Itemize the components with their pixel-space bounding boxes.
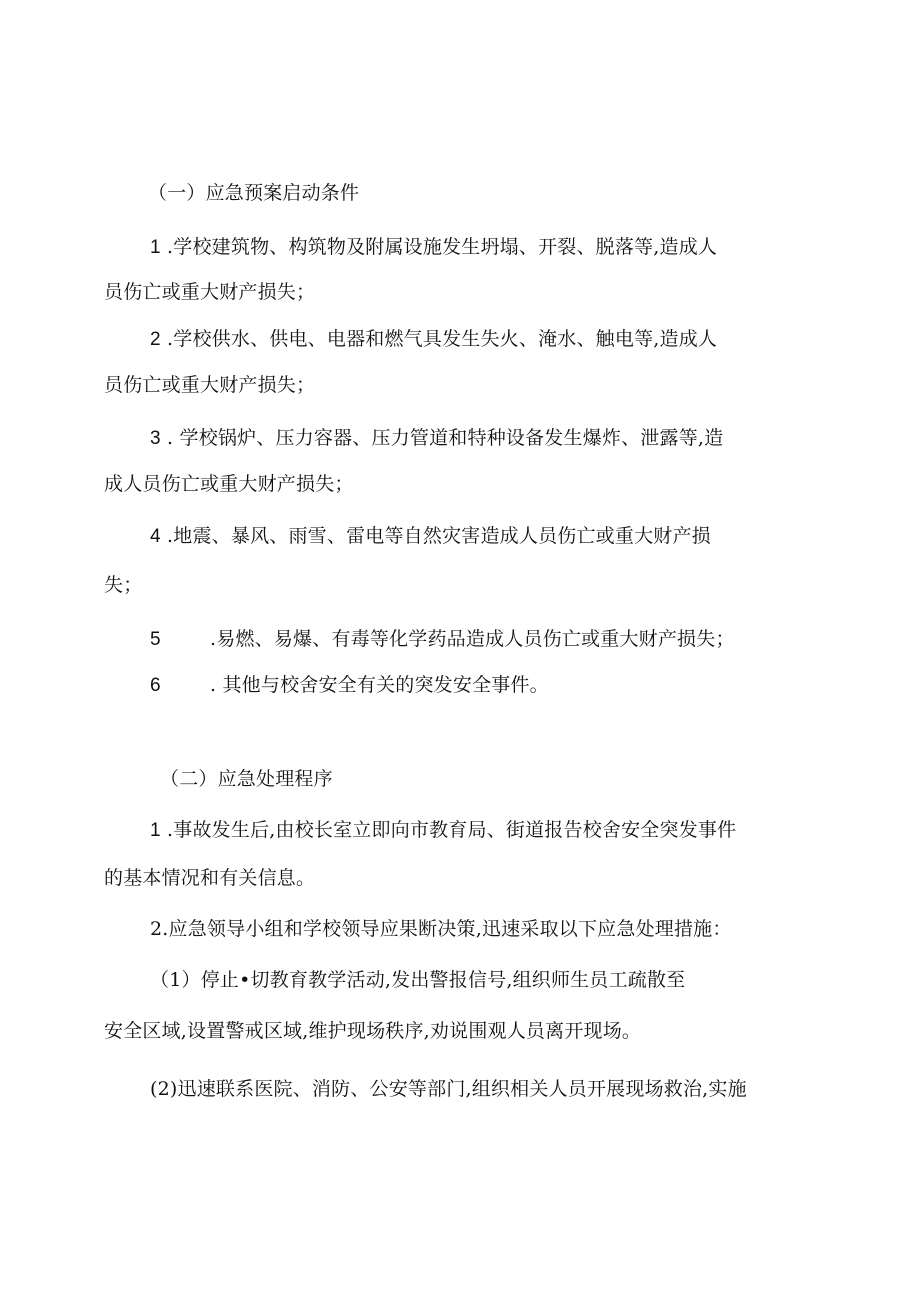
item-number: 1 bbox=[150, 820, 161, 841]
list-item-6 bbox=[150, 673, 549, 698]
item-number: 6 bbox=[150, 675, 161, 696]
item-text: .学校供水、供电、电器和燃气具发生失火、淹水、触电等,造成人 bbox=[167, 328, 718, 350]
list-item-5 bbox=[150, 627, 735, 652]
paragraph-2: 2.应急领导小组和学校领导应果断决策,迅速采取以下应急处理措施： bbox=[150, 918, 732, 940]
section-heading-2: （二）应急处理程序 bbox=[160, 768, 333, 790]
item-text: .事故发生后,由校长室立即向市教育局、街道报告校舍安全突发事件 bbox=[167, 819, 737, 841]
item-number: 5 bbox=[150, 629, 161, 650]
item-number: 4 bbox=[150, 526, 161, 547]
item-text: .易燃、易爆、有毒等化学药品造成人员伤亡或重大财产损失； bbox=[210, 628, 735, 650]
item-text: . 其他与校舍安全有关的突发安全事件。 bbox=[210, 674, 549, 696]
list-item-2 bbox=[150, 327, 717, 352]
item-text: .学校建筑物、构筑物及附属设施发生坍塌、开裂、脱落等,造成人 bbox=[167, 236, 718, 258]
section-heading-1: （一）应急预案启动条件 bbox=[148, 182, 360, 204]
item-text: . 学校锅炉、压力容器、压力管道和特种设备发生爆炸、泄露等,造 bbox=[167, 427, 724, 449]
list-item-1 bbox=[150, 235, 717, 260]
list-item-4-continuation: 失； bbox=[104, 574, 143, 596]
item-number: 3 bbox=[150, 428, 161, 449]
item-number: 2 bbox=[150, 329, 161, 350]
paragraph-1-continuation: 的基本情况和有关信息。 bbox=[104, 867, 316, 889]
paragraph-3: （1）停止•切教育教学活动,发出警报信号,组织师生员工疏散至 bbox=[150, 969, 686, 991]
item-text: .地震、暴风、雨雪、雷电等自然灾害造成人员伤亡或重大财产损 bbox=[167, 525, 711, 547]
list-item-3-continuation: 成人员伤亡或重大财产损失； bbox=[104, 473, 354, 495]
paragraph-3-continuation: 安全区域,设置警戒区域,维护现场秩序,劝说围观人员离开现场。 bbox=[104, 1020, 642, 1042]
item-number: 1 bbox=[150, 237, 161, 258]
paragraph-4: (2)迅速联系医院、消防、公安等部门,组织相关人员开展现场救治,实施 bbox=[150, 1078, 747, 1100]
list-item-1-continuation: 员伤亡或重大财产损失； bbox=[104, 281, 316, 303]
list-item-2-continuation: 员伤亡或重大财产损失； bbox=[104, 374, 316, 396]
list-item-4 bbox=[150, 524, 711, 549]
paragraph-1 bbox=[150, 818, 736, 843]
list-item-3 bbox=[150, 426, 723, 451]
